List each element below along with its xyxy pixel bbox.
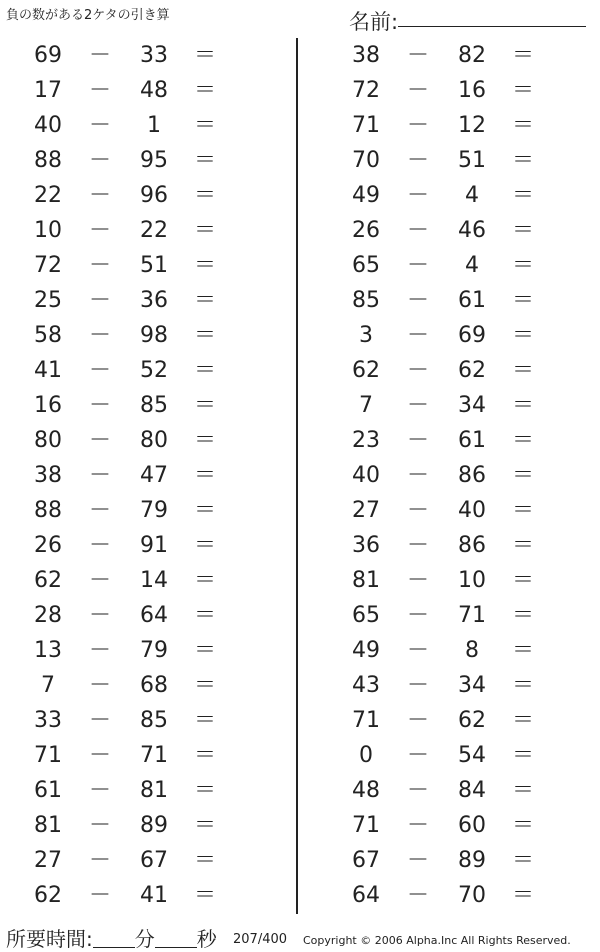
minus-sign: － xyxy=(406,323,429,348)
equals-sign: ＝ xyxy=(511,848,534,873)
minuend: 26 xyxy=(34,533,62,558)
minus-sign: － xyxy=(406,148,429,173)
problem-row xyxy=(318,318,598,353)
subtrahend: 4 xyxy=(465,183,479,208)
minuend: 33 xyxy=(34,708,62,733)
subtrahend: 89 xyxy=(458,848,486,873)
minuend: 62 xyxy=(34,568,62,593)
subtrahend: 34 xyxy=(458,673,486,698)
problem-column-left xyxy=(0,38,280,913)
equals-sign: ＝ xyxy=(193,428,216,453)
subtrahend: 47 xyxy=(140,463,168,488)
minuend: 88 xyxy=(34,148,62,173)
equals-sign: ＝ xyxy=(193,288,216,313)
problem-row xyxy=(318,703,598,738)
equals-sign: ＝ xyxy=(511,743,534,768)
minuend: 27 xyxy=(352,498,380,523)
minus-sign: － xyxy=(406,743,429,768)
problem-row xyxy=(318,213,598,248)
equals-sign: ＝ xyxy=(511,148,534,173)
problem-row xyxy=(0,563,280,598)
equals-sign: ＝ xyxy=(193,743,216,768)
problem-row xyxy=(318,143,598,178)
subtrahend: 16 xyxy=(458,78,486,103)
subtrahend: 79 xyxy=(140,638,168,663)
problem-row xyxy=(0,633,280,668)
problem-row xyxy=(318,598,598,633)
minus-sign: － xyxy=(88,533,111,558)
problem-row xyxy=(0,388,280,423)
minus-sign: － xyxy=(88,113,111,138)
name-label: 名前: xyxy=(349,10,399,34)
subtrahend: 64 xyxy=(140,603,168,628)
subtrahend: 41 xyxy=(140,883,168,908)
problem-row xyxy=(0,703,280,738)
equals-sign: ＝ xyxy=(193,603,216,628)
minuend: 81 xyxy=(34,813,62,838)
minuend: 65 xyxy=(352,253,380,278)
equals-sign: ＝ xyxy=(511,463,534,488)
problem-row xyxy=(0,738,280,773)
minuend: 81 xyxy=(352,568,380,593)
minuend: 62 xyxy=(34,883,62,908)
problem-row xyxy=(318,878,598,913)
problem-row xyxy=(318,248,598,283)
minus-sign: － xyxy=(406,638,429,663)
equals-sign: ＝ xyxy=(511,288,534,313)
subtrahend: 84 xyxy=(458,778,486,803)
seconds-label: 秒 xyxy=(196,927,217,951)
equals-sign: ＝ xyxy=(511,673,534,698)
equals-sign: ＝ xyxy=(511,778,534,803)
problem-row xyxy=(318,493,598,528)
minus-sign: － xyxy=(88,778,111,803)
problem-row xyxy=(0,353,280,388)
subtrahend: 10 xyxy=(458,568,486,593)
subtrahend: 91 xyxy=(140,533,168,558)
equals-sign: ＝ xyxy=(511,813,534,838)
minutes-label: 分 xyxy=(134,927,155,951)
subtrahend: 62 xyxy=(458,358,486,383)
equals-sign: ＝ xyxy=(193,568,216,593)
subtrahend: 71 xyxy=(140,743,168,768)
equals-sign: ＝ xyxy=(193,183,216,208)
subtrahend: 51 xyxy=(140,253,168,278)
minuend: 64 xyxy=(352,883,380,908)
minus-sign: － xyxy=(406,813,429,838)
problem-column-right xyxy=(318,38,598,913)
minus-sign: － xyxy=(406,603,429,628)
equals-sign: ＝ xyxy=(511,43,534,68)
minuend: 36 xyxy=(352,533,380,558)
minuend: 41 xyxy=(34,358,62,383)
minuend: 48 xyxy=(352,778,380,803)
minus-sign: － xyxy=(88,183,111,208)
minus-sign: － xyxy=(88,428,111,453)
minuend: 17 xyxy=(34,78,62,103)
minus-sign: － xyxy=(406,708,429,733)
sheet-number: 207/400 xyxy=(233,932,288,947)
problem-row xyxy=(318,423,598,458)
time-label: 所要時間: xyxy=(6,927,93,951)
problem-row xyxy=(0,423,280,458)
problem-row xyxy=(0,143,280,178)
subtrahend: 8 xyxy=(465,638,479,663)
problem-row xyxy=(318,528,598,563)
problem-row xyxy=(0,248,280,283)
minuend: 40 xyxy=(34,113,62,138)
problem-row xyxy=(318,668,598,703)
minuend: 22 xyxy=(34,183,62,208)
equals-sign: ＝ xyxy=(511,253,534,278)
problem-row xyxy=(318,178,598,213)
equals-sign: ＝ xyxy=(193,218,216,243)
minus-sign: － xyxy=(406,218,429,243)
subtrahend: 85 xyxy=(140,708,168,733)
equals-sign: ＝ xyxy=(511,603,534,628)
subtrahend: 62 xyxy=(458,708,486,733)
minus-sign: － xyxy=(88,813,111,838)
equals-sign: ＝ xyxy=(511,708,534,733)
equals-sign: ＝ xyxy=(193,148,216,173)
subtrahend: 48 xyxy=(140,78,168,103)
equals-sign: ＝ xyxy=(511,218,534,243)
minuend: 71 xyxy=(352,113,380,138)
minus-sign: － xyxy=(88,498,111,523)
problem-row xyxy=(0,528,280,563)
equals-sign: ＝ xyxy=(193,323,216,348)
equals-sign: ＝ xyxy=(511,393,534,418)
minus-sign: － xyxy=(88,638,111,663)
minuend: 25 xyxy=(34,288,62,313)
worksheet-title: 負の数がある2ケタの引き算 xyxy=(6,8,170,23)
equals-sign: ＝ xyxy=(193,813,216,838)
minus-sign: － xyxy=(406,288,429,313)
subtrahend: 67 xyxy=(140,848,168,873)
problem-row xyxy=(0,318,280,353)
subtrahend: 80 xyxy=(140,428,168,453)
equals-sign: ＝ xyxy=(511,568,534,593)
equals-sign: ＝ xyxy=(511,428,534,453)
subtrahend: 98 xyxy=(140,323,168,348)
minus-sign: － xyxy=(406,498,429,523)
subtrahend: 33 xyxy=(140,43,168,68)
minus-sign: － xyxy=(406,183,429,208)
minuend: 16 xyxy=(34,393,62,418)
minus-sign: － xyxy=(406,568,429,593)
equals-sign: ＝ xyxy=(193,358,216,383)
minus-sign: － xyxy=(406,43,429,68)
minuend: 26 xyxy=(352,218,380,243)
problem-row xyxy=(318,388,598,423)
minuend: 28 xyxy=(34,603,62,628)
minus-sign: － xyxy=(406,778,429,803)
minuend: 7 xyxy=(359,393,373,418)
minuend: 43 xyxy=(352,673,380,698)
subtrahend: 89 xyxy=(140,813,168,838)
problem-row xyxy=(318,773,598,808)
minus-sign: － xyxy=(406,533,429,558)
minus-sign: － xyxy=(88,708,111,733)
minus-sign: － xyxy=(88,883,111,908)
minuend: 58 xyxy=(34,323,62,348)
minus-sign: － xyxy=(88,43,111,68)
subtrahend: 70 xyxy=(458,883,486,908)
problem-row xyxy=(0,598,280,633)
subtrahend: 22 xyxy=(140,218,168,243)
name-blank-line xyxy=(398,26,586,27)
problem-row xyxy=(318,73,598,108)
subtrahend: 54 xyxy=(458,743,486,768)
minuend: 85 xyxy=(352,288,380,313)
subtrahend: 1 xyxy=(147,113,161,138)
subtrahend: 46 xyxy=(458,218,486,243)
problem-row xyxy=(0,178,280,213)
minus-sign: － xyxy=(88,148,111,173)
subtrahend: 79 xyxy=(140,498,168,523)
minuend: 27 xyxy=(34,848,62,873)
minuend: 13 xyxy=(34,638,62,663)
equals-sign: ＝ xyxy=(193,533,216,558)
minuend: 71 xyxy=(34,743,62,768)
equals-sign: ＝ xyxy=(193,393,216,418)
problem-row xyxy=(318,458,598,493)
subtrahend: 14 xyxy=(140,568,168,593)
minuend: 71 xyxy=(352,708,380,733)
equals-sign: ＝ xyxy=(193,78,216,103)
minus-sign: － xyxy=(88,323,111,348)
equals-sign: ＝ xyxy=(511,533,534,558)
problem-row xyxy=(0,213,280,248)
minuend: 49 xyxy=(352,183,380,208)
subtrahend: 71 xyxy=(458,603,486,628)
minuend: 61 xyxy=(34,778,62,803)
minus-sign: － xyxy=(406,883,429,908)
equals-sign: ＝ xyxy=(511,498,534,523)
equals-sign: ＝ xyxy=(511,113,534,138)
minuend: 0 xyxy=(359,743,373,768)
equals-sign: ＝ xyxy=(511,78,534,103)
problem-row xyxy=(318,843,598,878)
minus-sign: － xyxy=(406,428,429,453)
minuend: 38 xyxy=(34,463,62,488)
minus-sign: － xyxy=(406,358,429,383)
subtrahend: 86 xyxy=(458,533,486,558)
problem-row xyxy=(0,283,280,318)
equals-sign: ＝ xyxy=(193,113,216,138)
problem-row xyxy=(0,493,280,528)
minuend: 71 xyxy=(352,813,380,838)
subtrahend: 34 xyxy=(458,393,486,418)
equals-sign: ＝ xyxy=(511,183,534,208)
subtrahend: 61 xyxy=(458,428,486,453)
minus-sign: － xyxy=(406,113,429,138)
equals-sign: ＝ xyxy=(511,358,534,383)
subtrahend: 61 xyxy=(458,288,486,313)
minus-sign: － xyxy=(406,253,429,278)
minus-sign: － xyxy=(88,78,111,103)
problem-row xyxy=(0,843,280,878)
minuend: 38 xyxy=(352,43,380,68)
equals-sign: ＝ xyxy=(193,463,216,488)
problem-row xyxy=(318,563,598,598)
minus-sign: － xyxy=(88,358,111,383)
minus-sign: － xyxy=(406,673,429,698)
minuend: 69 xyxy=(34,43,62,68)
seconds-blank xyxy=(155,929,197,948)
problem-row xyxy=(0,668,280,703)
minus-sign: － xyxy=(88,288,111,313)
subtrahend: 86 xyxy=(458,463,486,488)
problem-row xyxy=(0,38,280,73)
problem-row xyxy=(0,878,280,913)
minuend: 62 xyxy=(352,358,380,383)
minus-sign: － xyxy=(88,848,111,873)
problem-row xyxy=(318,353,598,388)
problem-row xyxy=(318,283,598,318)
minus-sign: － xyxy=(88,603,111,628)
problem-row xyxy=(0,808,280,843)
minuend: 72 xyxy=(352,78,380,103)
minuend: 3 xyxy=(359,323,373,348)
subtrahend: 52 xyxy=(140,358,168,383)
minus-sign: － xyxy=(406,463,429,488)
minus-sign: － xyxy=(406,393,429,418)
minuend: 7 xyxy=(41,673,55,698)
minuend: 23 xyxy=(352,428,380,453)
minus-sign: － xyxy=(88,673,111,698)
minus-sign: － xyxy=(88,463,111,488)
equals-sign: ＝ xyxy=(193,708,216,733)
subtrahend: 4 xyxy=(465,253,479,278)
minuend: 65 xyxy=(352,603,380,628)
minus-sign: － xyxy=(406,848,429,873)
problem-row xyxy=(318,738,598,773)
subtrahend: 60 xyxy=(458,813,486,838)
equals-sign: ＝ xyxy=(193,43,216,68)
equals-sign: ＝ xyxy=(193,848,216,873)
minuend: 67 xyxy=(352,848,380,873)
minus-sign: － xyxy=(88,568,111,593)
subtrahend: 96 xyxy=(140,183,168,208)
problem-row xyxy=(318,633,598,668)
minus-sign: － xyxy=(88,218,111,243)
equals-sign: ＝ xyxy=(511,638,534,663)
problem-row xyxy=(0,773,280,808)
subtrahend: 69 xyxy=(458,323,486,348)
minuend: 40 xyxy=(352,463,380,488)
equals-sign: ＝ xyxy=(193,498,216,523)
minuend: 72 xyxy=(34,253,62,278)
minus-sign: － xyxy=(406,78,429,103)
subtrahend: 68 xyxy=(140,673,168,698)
equals-sign: ＝ xyxy=(193,253,216,278)
copyright-notice: Copyright © 2006 Alpha.Inc All Rights Reserved. xyxy=(303,934,571,947)
subtrahend: 85 xyxy=(140,393,168,418)
equals-sign: ＝ xyxy=(511,883,534,908)
minuend: 49 xyxy=(352,638,380,663)
minuend: 80 xyxy=(34,428,62,453)
problem-row xyxy=(318,108,598,143)
problem-row xyxy=(0,108,280,143)
equals-sign: ＝ xyxy=(193,778,216,803)
minus-sign: － xyxy=(88,743,111,768)
subtrahend: 82 xyxy=(458,43,486,68)
column-divider xyxy=(296,38,298,914)
minuend: 10 xyxy=(34,218,62,243)
subtrahend: 36 xyxy=(140,288,168,313)
equals-sign: ＝ xyxy=(193,638,216,663)
minus-sign: － xyxy=(88,393,111,418)
subtrahend: 40 xyxy=(458,498,486,523)
equals-sign: ＝ xyxy=(511,323,534,348)
equals-sign: ＝ xyxy=(193,883,216,908)
subtrahend: 51 xyxy=(458,148,486,173)
subtrahend: 12 xyxy=(458,113,486,138)
problem-row xyxy=(0,73,280,108)
minutes-blank xyxy=(93,929,135,948)
minuend: 70 xyxy=(352,148,380,173)
minuend: 88 xyxy=(34,498,62,523)
time-required xyxy=(6,923,217,952)
problem-row xyxy=(318,38,598,73)
minus-sign: － xyxy=(88,253,111,278)
subtrahend: 81 xyxy=(140,778,168,803)
equals-sign: ＝ xyxy=(193,673,216,698)
problem-row xyxy=(318,808,598,843)
problem-row xyxy=(0,458,280,493)
subtrahend: 95 xyxy=(140,148,168,173)
